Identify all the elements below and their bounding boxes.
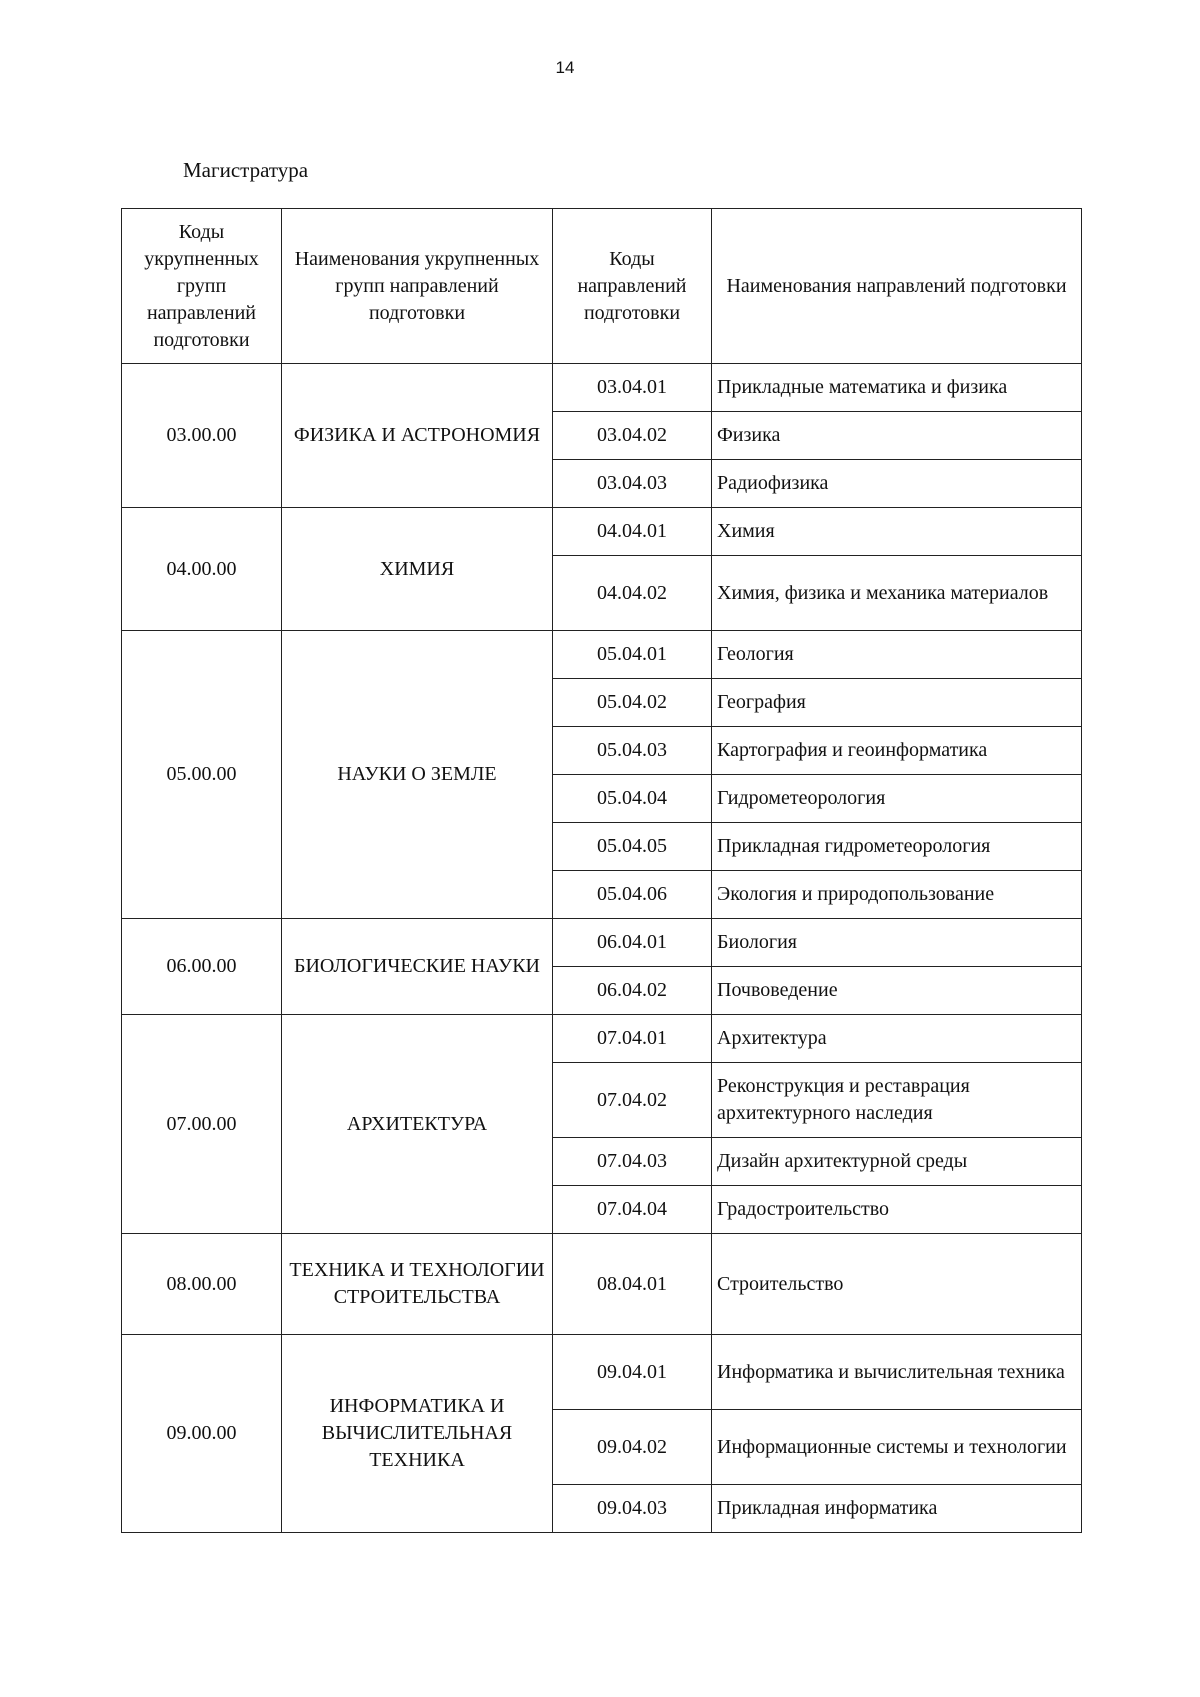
direction-name-cell: Химия [712,508,1082,556]
table-row [122,508,1082,556]
direction-code-cell: 04.04.02 [553,556,712,631]
table-row [122,1015,1082,1063]
direction-code-cell: 05.04.04 [553,775,712,823]
direction-name-cell: Гидрометеорология [712,775,1082,823]
header-direction-codes: Коды направлений подготовки [553,209,712,364]
group-name-cell: БИОЛОГИЧЕСКИЕ НАУКИ [282,919,553,1015]
direction-name-cell: Информационные системы и технологии [712,1410,1082,1485]
direction-code-cell: 05.04.05 [553,823,712,871]
direction-name-cell: Градостроительство [712,1186,1082,1234]
direction-code-cell: 04.04.01 [553,508,712,556]
direction-code-cell: 09.04.02 [553,1410,712,1485]
direction-name-cell: Прикладные математика и физика [712,364,1082,412]
direction-code-cell: 07.04.01 [553,1015,712,1063]
direction-code-cell: 06.04.01 [553,919,712,967]
direction-name-cell: Информатика и вычислительная техника [712,1335,1082,1410]
group-name-cell: ФИЗИКА И АСТРОНОМИЯ [282,364,553,508]
direction-code-cell: 05.04.02 [553,679,712,727]
table-row [122,1234,1082,1335]
section-title: Магистратура [183,158,309,182]
header-row [122,209,1082,364]
direction-name-cell: География [712,679,1082,727]
direction-name-cell: Химия, физика и механика материалов [712,556,1082,631]
direction-code-cell: 05.04.06 [553,871,712,919]
direction-code-cell: 07.04.03 [553,1138,712,1186]
direction-name-cell: Физика [712,412,1082,460]
direction-name-cell: Прикладная информатика [712,1485,1082,1533]
group-code-cell: 03.00.00 [122,364,282,508]
direction-name-cell: Реконструкция и реставрация архитектурного наследия [712,1063,1082,1138]
direction-code-cell: 03.04.01 [553,364,712,412]
table-row [122,1335,1082,1410]
direction-name-cell: Строительство [712,1234,1082,1335]
group-code-cell: 04.00.00 [122,508,282,631]
direction-code-cell: 03.04.03 [553,460,712,508]
header-group-names: Наименования укрупненных групп направлений подготовки [282,209,553,364]
direction-code-cell: 08.04.01 [553,1234,712,1335]
group-code-cell: 07.00.00 [122,1015,282,1234]
table-row [122,919,1082,967]
direction-code-cell: 05.04.03 [553,727,712,775]
direction-code-cell: 07.04.04 [553,1186,712,1234]
direction-name-cell: Радиофизика [712,460,1082,508]
group-name-cell: ХИМИЯ [282,508,553,631]
direction-name-cell: Дизайн архитектурной среды [712,1138,1082,1186]
header-group-codes: Коды укрупненных групп направлений подготовки [122,209,282,364]
direction-name-cell: Почвоведение [712,967,1082,1015]
direction-name-cell: Картография и геоинформатика [712,727,1082,775]
direction-name-cell: Прикладная гидрометеорология [712,823,1082,871]
direction-code-cell: 03.04.02 [553,412,712,460]
group-name-cell: ТЕХНИКА И ТЕХНОЛОГИИ СТРОИТЕЛЬСТВА [282,1234,553,1335]
group-code-cell: 06.00.00 [122,919,282,1015]
group-code-cell: 05.00.00 [122,631,282,919]
directions-table [121,208,1082,1533]
header-direction-names: Наименования направлений подготовки [712,209,1082,364]
direction-code-cell: 06.04.02 [553,967,712,1015]
direction-code-cell: 09.04.01 [553,1335,712,1410]
direction-name-cell: Архитектура [712,1015,1082,1063]
group-code-cell: 08.00.00 [122,1234,282,1335]
table-row [122,631,1082,679]
direction-name-cell: Экология и природопользование [712,871,1082,919]
direction-name-cell: Биология [712,919,1082,967]
group-name-cell: ИНФОРМАТИКА И ВЫЧИСЛИТЕЛЬНАЯ ТЕХНИКА [282,1335,553,1533]
table-header [122,209,1082,364]
direction-code-cell: 05.04.01 [553,631,712,679]
page-number: 14 [555,58,575,77]
group-name-cell: НАУКИ О ЗЕМЛЕ [282,631,553,919]
group-code-cell: 09.00.00 [122,1335,282,1533]
direction-code-cell: 09.04.03 [553,1485,712,1533]
direction-code-cell: 07.04.02 [553,1063,712,1138]
direction-name-cell: Геология [712,631,1082,679]
table-body [122,364,1082,1533]
table-row [122,364,1082,412]
group-name-cell: АРХИТЕКТУРА [282,1015,553,1234]
